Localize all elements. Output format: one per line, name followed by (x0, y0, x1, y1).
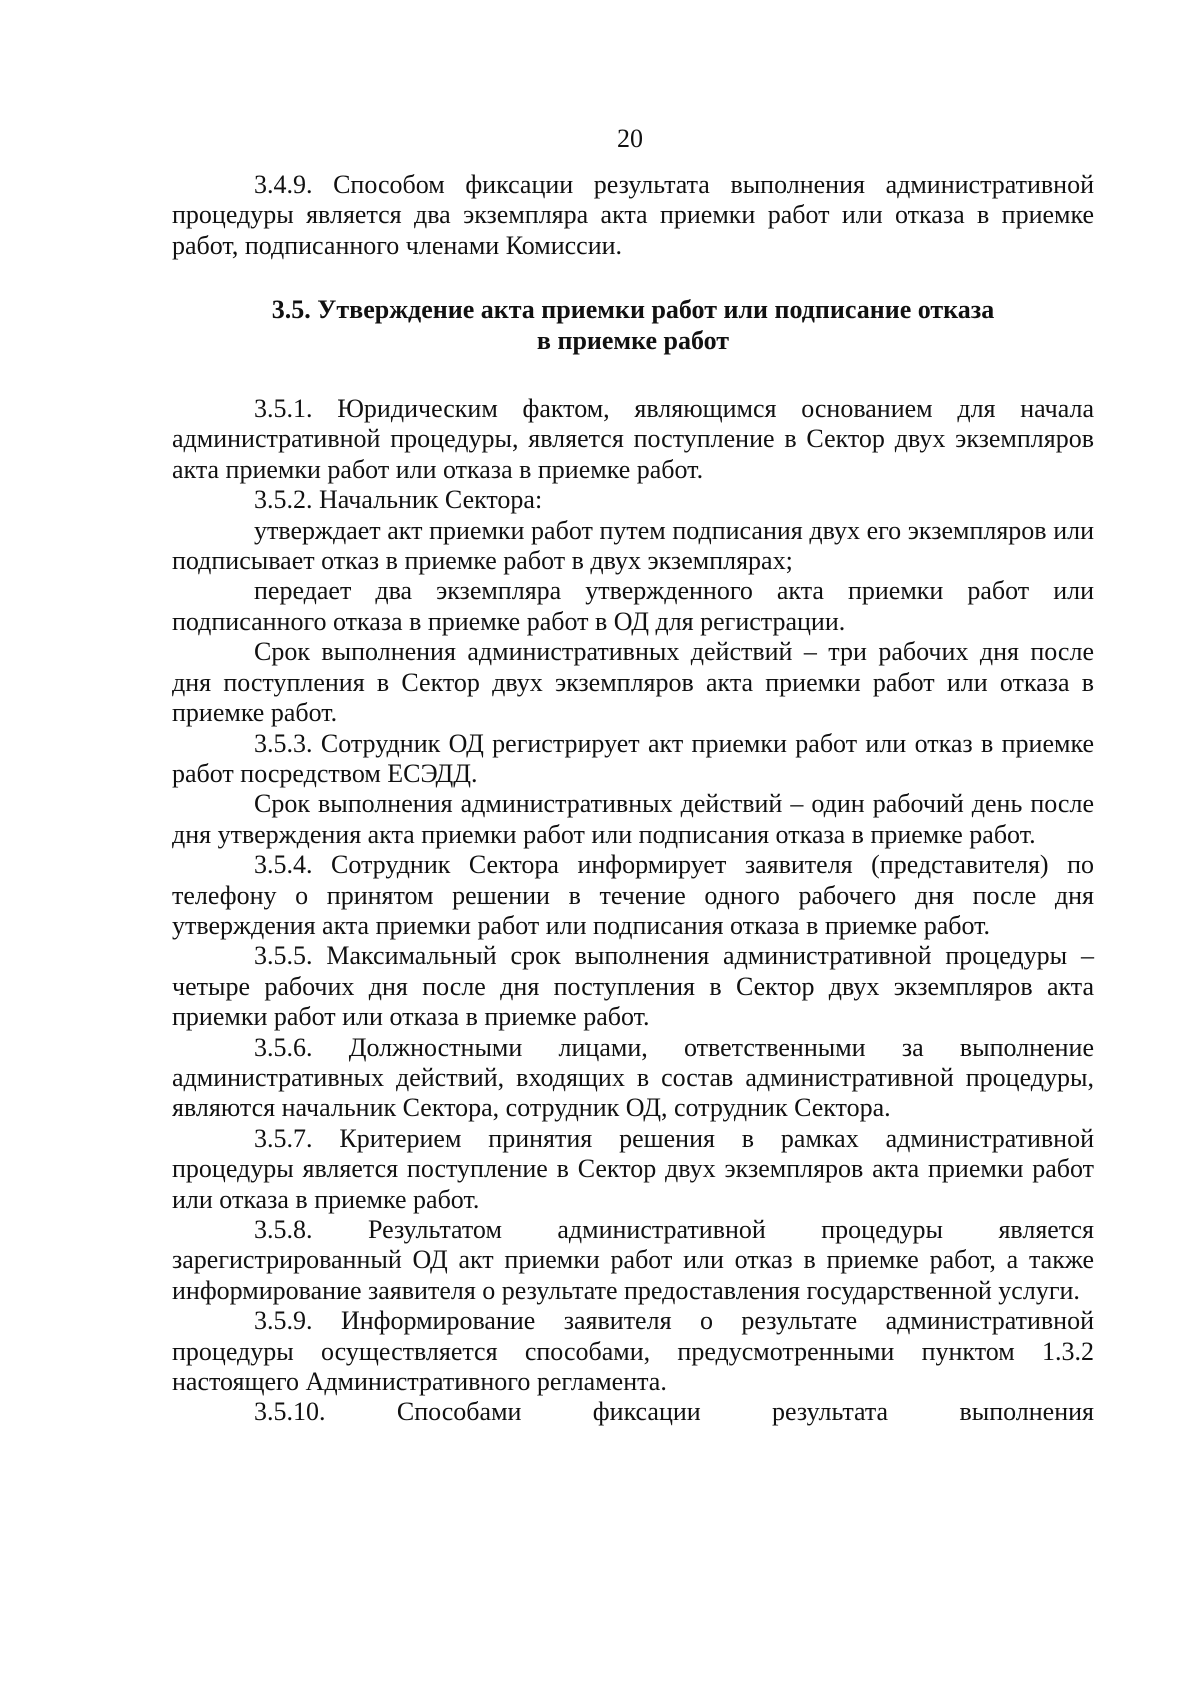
paragraph-3-5-8: 3.5.8. Результатом административной процедуры является зарегистрированный ОД акт приемки работ или отказ в приемке работ, а также информирование заявителя о результате предоставления государственной услуги. (172, 1215, 1094, 1305)
document-body (172, 170, 1094, 1428)
paragraph-3-5-5: 3.5.5. Максимальный срок выполнения административной процедуры – четыре рабочих дня после дня поступления в Сектор двух экземпляров акта приемки работ или отказа в приемке работ. (172, 941, 1094, 1032)
paragraph-3-5-2-transfers: передает два экземпляра утвержденного акта приемки работ или подписанного отказа в приемке работ в ОД для регистрации. (172, 576, 1094, 636)
paragraph-3-5-6: 3.5.6. Должностными лицами, ответственными за выполнение административных действий, входящих в состав административной процедуры, являются начальник Сектора, сотрудник ОД, сотрудник Сектора. (172, 1032, 1094, 1123)
paragraph-3-4-9: 3.4.9. Способом фиксации результата выполнения административной процедуры является два экземпляра акта приемки работ или отказа в приемке работ, подписанного членами Комиссии. (172, 170, 1094, 260)
section-heading-3-5 (172, 295, 1094, 356)
paragraph-3-5-1: 3.5.1. Юридическим фактом, являющимся основанием для начала административной процедуры, является поступление в Сектор двух экземпляров акта приемки работ или отказа в приемке работ. (172, 394, 1094, 484)
paragraph-3-5-7: 3.5.7. Критерием принятия решения в рамках административной процедуры является поступление в Сектор двух экземпляров акта приемки работ или отказа в приемке работ. (172, 1123, 1094, 1214)
section-heading-line-1: 3.5. Утверждение акта приемки работ или подписание отказа (271, 295, 995, 325)
paragraph-3-5-4: 3.5.4. Сотрудник Сектора информирует заявителя (представителя) по телефону о принятом решении в течение одного рабочего дня после дня утверждения акта приемки работ или подписания отказа в приемке работ. (172, 850, 1094, 940)
paragraph-3-5-2: 3.5.2. Начальник Сектора: (254, 485, 543, 515)
paragraph-3-5-3: 3.5.3. Сотрудник ОД регистрирует акт приемки работ или отказ в приемке работ посредством ЕСЭДД. (172, 728, 1094, 788)
paragraph-3-5-9: 3.5.9. Информирование заявителя о результате административной процедуры осуществляется способами, предусмотренными пунктом 1.3.2 настоящего Административного регламента. (172, 1306, 1094, 1397)
page-number: 20 (617, 124, 643, 153)
paragraph-3-5-10: 3.5.10. Способами фиксации результата выполнения (254, 1397, 1094, 1427)
paragraph-3-5-2-approves: утверждает акт приемки работ путем подписания двух его экземпляров или подписывает отказ в приемке работ в двух экземплярах; (172, 515, 1094, 576)
paragraph-deadline-three-days: Срок выполнения административных действий – три рабочих дня после дня поступления в Сектор двух экземпляров акта приемки работ или отказа в приемке работ. (172, 637, 1094, 728)
section-heading-line-2: в приемке работ (536, 325, 730, 355)
paragraph-deadline-one-day: Срок выполнения административных действий – один рабочий день после дня утверждения акта приемки работ или подписания отказа в приемке работ. (172, 789, 1094, 849)
